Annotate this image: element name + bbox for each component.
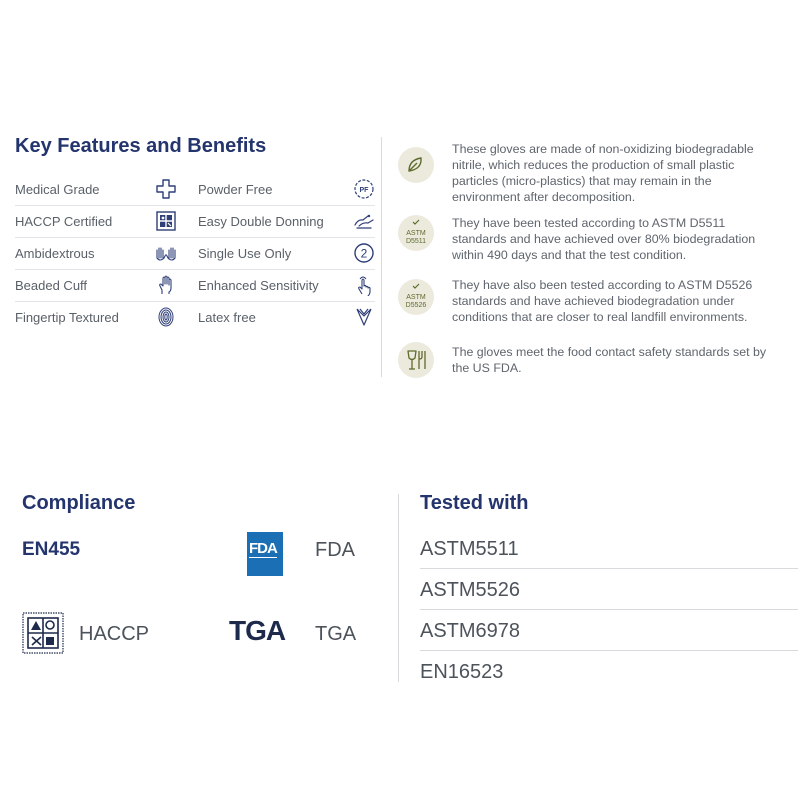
tested-with-title: Tested with bbox=[420, 492, 529, 514]
food-contact-icon bbox=[398, 342, 434, 378]
feature-row bbox=[15, 302, 375, 333]
feature-label: Enhanced Sensitivity bbox=[198, 278, 319, 293]
feature-item bbox=[198, 206, 375, 237]
compliance-title: Compliance bbox=[22, 492, 136, 514]
en455-label: EN455 bbox=[22, 539, 81, 560]
claim-text: These gloves are made of non-oxidizing biodegradable nitrile, which reduces the production of small plastic particles (micro-plastics) that may remain in the environment after decomposition. bbox=[452, 142, 754, 204]
single-use-icon bbox=[353, 242, 375, 264]
tested-standard: ASTM5511 bbox=[420, 538, 519, 560]
claim-text: The gloves meet the food contact safety standards set by the US FDA. bbox=[452, 345, 767, 375]
tested-standard: ASTM5526 bbox=[420, 579, 521, 601]
double-donning-icon bbox=[353, 210, 375, 232]
feature-item bbox=[15, 302, 177, 333]
badge-line1: ASTM bbox=[406, 294, 426, 301]
haccp-icon bbox=[155, 210, 177, 232]
feature-label: Fingertip Textured bbox=[15, 310, 119, 325]
feature-item bbox=[198, 238, 375, 269]
powder-free-icon bbox=[353, 178, 375, 200]
feature-item bbox=[15, 270, 177, 301]
haccp-label: HACCP bbox=[79, 623, 150, 645]
list-item bbox=[420, 528, 798, 569]
feature-label: Latex free bbox=[198, 310, 256, 325]
tested-with-list bbox=[420, 528, 798, 691]
badge-line2: D5511 bbox=[405, 238, 427, 245]
feature-row bbox=[15, 174, 375, 206]
astm-d5526-badge-icon bbox=[398, 279, 434, 315]
feature-label: Easy Double Donning bbox=[198, 214, 324, 229]
astm-d5511-badge-icon bbox=[398, 215, 434, 251]
haccp-logo bbox=[22, 612, 64, 654]
leaf-icon bbox=[398, 147, 434, 183]
feature-item bbox=[15, 174, 177, 205]
feature-item bbox=[198, 302, 375, 333]
feature-label: Powder Free bbox=[198, 182, 273, 197]
feature-item bbox=[15, 238, 177, 269]
feature-row bbox=[15, 206, 375, 238]
feature-label: Beaded Cuff bbox=[15, 278, 88, 293]
compliance-divider bbox=[398, 494, 399, 682]
latex-free-icon bbox=[353, 306, 375, 328]
tga-logo: TGA bbox=[229, 615, 286, 646]
badge-line1: ASTM bbox=[406, 230, 426, 237]
fda-logo-text: FDA bbox=[249, 540, 277, 557]
feature-label: Medical Grade bbox=[15, 182, 100, 197]
feature-item bbox=[15, 206, 177, 237]
tested-standard: EN16523 bbox=[420, 661, 504, 683]
tga-label: TGA bbox=[315, 623, 357, 645]
medical-cross-icon bbox=[155, 178, 177, 200]
feature-row bbox=[15, 238, 375, 270]
feature-label: Ambidextrous bbox=[15, 246, 95, 261]
beaded-cuff-icon bbox=[155, 274, 177, 296]
section-divider bbox=[381, 137, 382, 377]
touch-finger-icon bbox=[353, 274, 375, 296]
feature-item bbox=[198, 270, 375, 301]
claim-text: They have also been tested according to ASTM D5526 standards and have achieved biodegradation under conditions that are closer to real landfill environments. bbox=[452, 278, 753, 324]
tested-standard: ASTM6978 bbox=[420, 620, 521, 642]
feature-label: HACCP Certified bbox=[15, 214, 113, 229]
claim-text: They have been tested according to ASTM D5511 standards and have achieved over 80% biodegradation within 490 days and that the test condition. bbox=[452, 216, 756, 262]
feature-item bbox=[198, 174, 375, 205]
fda-label: FDA bbox=[315, 539, 355, 561]
badge-line2: D5526 bbox=[405, 302, 427, 309]
ambidextrous-hands-icon bbox=[155, 242, 177, 264]
list-item bbox=[420, 610, 798, 651]
list-item bbox=[420, 569, 798, 610]
fda-logo bbox=[247, 532, 283, 576]
single-use-mark: 2 bbox=[360, 246, 368, 261]
feature-label: Single Use Only bbox=[198, 246, 292, 261]
powder-free-mark: PF bbox=[359, 187, 369, 194]
fingerprint-icon bbox=[155, 306, 177, 328]
key-features-title: Key Features and Benefits bbox=[15, 135, 267, 157]
list-item bbox=[420, 651, 798, 691]
features-grid bbox=[15, 174, 375, 333]
feature-row bbox=[15, 270, 375, 302]
